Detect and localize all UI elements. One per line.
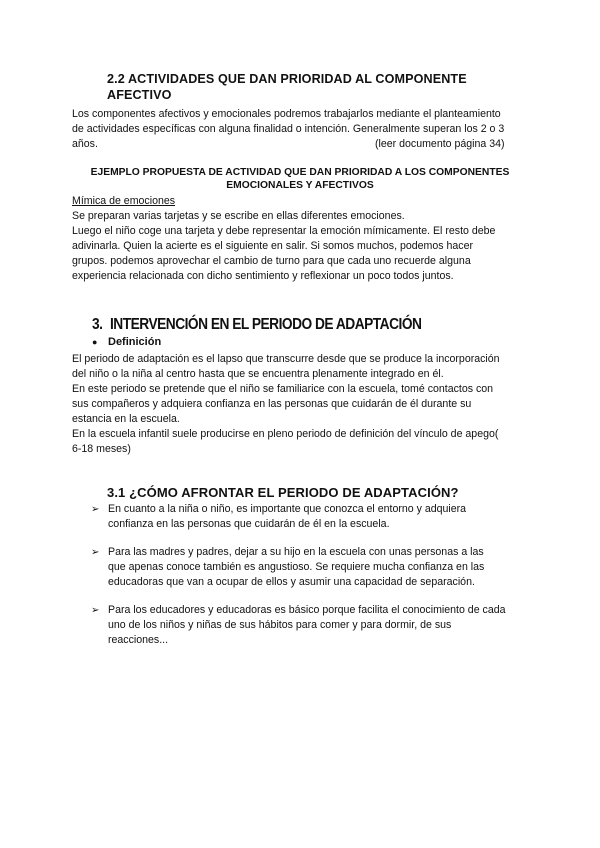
paragraph-line: de actividades específicas con alguna finalidad o intención. Generalmente superan los 2 o 3 bbox=[72, 123, 505, 135]
section-3-1-title: 3.1 ¿CÓMO AFRONTAR EL PERIODO DE ADAPTACIÓN? bbox=[107, 485, 459, 500]
list-item-line: educadoras que van a ocupar de ellos y asumir una capacidad de separación. bbox=[108, 576, 475, 588]
document-reference: (leer documento página 34) bbox=[375, 138, 505, 150]
section-2-2-title-line2: AFECTIVO bbox=[107, 88, 172, 102]
definition-label: Definición bbox=[108, 336, 162, 348]
section-3-title: INTERVENCIÓN EN EL PERIODO DE ADAPTACIÓN bbox=[110, 316, 422, 333]
list-item-line: reacciones... bbox=[108, 634, 169, 646]
list-item-line: confianza en las personas que cuidarán de él en la escuela. bbox=[108, 518, 390, 530]
section-2-2-title-line1: 2.2 ACTIVIDADES QUE DAN PRIORIDAD AL COMPONENTE bbox=[107, 72, 467, 86]
example-title-line1: EJEMPLO PROPUESTA DE ACTIVIDAD QUE DAN PRIORIDAD A LOS COMPONENTES bbox=[90, 167, 510, 178]
arrow-bullet-icon: ➢ bbox=[91, 605, 100, 616]
bullet-dot-icon: ● bbox=[92, 337, 98, 347]
arrow-bullet-icon: ➢ bbox=[91, 547, 100, 558]
list-item-line: En cuanto a la niña o niño, es importante que conozca el entorno y adquiera bbox=[108, 503, 467, 515]
example-line: grupos. podemos aprovechar el cambio de turno para que cada uno recuerde alguna bbox=[72, 255, 471, 267]
section-3-line: El periodo de adaptación es el lapso que transcurre desde que se produce la incorporación bbox=[72, 353, 500, 365]
list-item-line: uno de los niños y niñas de sus hábitos para comer y para dormir, de sus bbox=[108, 619, 452, 631]
example-line: experiencia relacionada con dicho sentimiento y reflexionar un poco todos juntos. bbox=[72, 270, 454, 282]
paragraph-line: años. bbox=[72, 138, 98, 150]
section-3-number: 3. bbox=[92, 316, 103, 333]
section-3-line: del niño o la niña al centro hasta que se encuentra plenamente integrado en él. bbox=[72, 368, 444, 380]
list-item-line: Para los educadores y educadoras es básico porque facilita el conocimiento de cada bbox=[108, 604, 506, 616]
list-item-line: que apenas conoce también es angustioso. Se requiere mucha confianza en las bbox=[108, 561, 485, 573]
section-3-line: 6-18 meses) bbox=[72, 443, 131, 455]
section-3-line: estancia en la escuela. bbox=[72, 413, 180, 425]
example-line: adivinarla. Quien la acierte es el siguiente en salir. Si somos muchos, podemos hacer bbox=[72, 240, 474, 252]
section-3-line: sus compañeros y adquiera confianza en las personas que cuidarán de él durante su bbox=[72, 398, 472, 410]
example-subtitle: Mímica de emociones bbox=[72, 195, 176, 207]
section-3-line: En la escuela infantil suele producirse en pleno periodo de definición del vínculo de apego( bbox=[72, 428, 499, 440]
example-line: Luego el niño coge una tarjeta y debe representar la emoción mímicamente. El resto debe bbox=[72, 225, 496, 237]
paragraph-line: Los componentes afectivos y emocionales podremos trabajarlos mediante el planteamiento bbox=[72, 108, 501, 120]
example-line: Se preparan varias tarjetas y se escribe en ellas diferentes emociones. bbox=[72, 210, 405, 222]
list-item-line: Para las madres y padres, dejar a su hijo en la escuela con unas personas a las bbox=[108, 546, 484, 558]
example-title-line2: EMOCIONALES Y AFECTIVOS bbox=[226, 180, 374, 191]
arrow-bullet-icon: ➢ bbox=[91, 504, 100, 515]
section-3-line: En este periodo se pretende que el niño se familiarice con la escuela, tomé contactos con bbox=[72, 383, 494, 395]
